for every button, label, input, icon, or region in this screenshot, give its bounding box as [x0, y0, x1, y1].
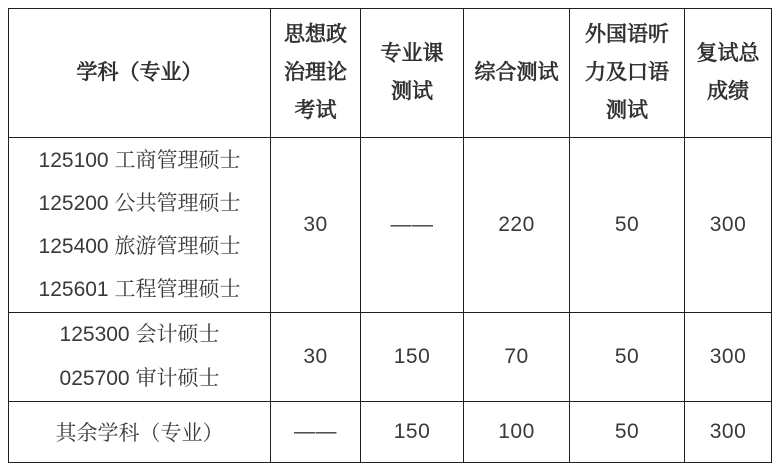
- subject-line: 025700 审计硕士: [59, 367, 220, 390]
- score-value: 70: [504, 345, 529, 368]
- score-cell: [570, 402, 685, 463]
- score-cell: [685, 313, 772, 402]
- header-line: 考试: [294, 99, 337, 122]
- score-cell: [271, 313, 361, 402]
- header-line: 测试: [391, 80, 433, 103]
- score-cell: [361, 138, 464, 313]
- header-line: 思想政: [284, 23, 347, 46]
- score-value: 150: [393, 345, 431, 368]
- header-line: 测试: [606, 99, 648, 122]
- header-line: 成绩: [707, 80, 749, 103]
- score-cell: [464, 402, 570, 463]
- score-value: 30: [303, 213, 328, 236]
- col-header-retest-total: [685, 9, 772, 138]
- score-value: ——: [390, 213, 434, 236]
- score-cell: [685, 138, 772, 313]
- score-value: 300: [709, 420, 747, 443]
- subject-line: 125400 旅游管理硕士: [38, 235, 241, 258]
- subject-line: 其余学科（专业）: [55, 422, 224, 445]
- subject-line: 125300 会计硕士: [59, 323, 220, 346]
- score-cell: [361, 402, 464, 463]
- subject-line: 125601 工程管理硕士: [38, 278, 241, 301]
- score-cell: [570, 138, 685, 313]
- table-row-accounting-audit-masters: [9, 313, 772, 402]
- subject-cell: [9, 138, 271, 313]
- header-line: 外国语听: [585, 23, 669, 46]
- score-cell: [361, 313, 464, 402]
- score-cell: [271, 138, 361, 313]
- score-cell: [271, 402, 361, 463]
- score-value: 100: [498, 420, 535, 443]
- table-row-other-subjects: [9, 402, 772, 463]
- subject-line: 125200 公共管理硕士: [38, 192, 241, 215]
- header-line: 综合测试: [474, 61, 559, 84]
- header-line: 治理论: [284, 61, 347, 84]
- col-header-subject: [9, 9, 271, 138]
- subject-cell: [9, 402, 271, 463]
- col-header-comprehensive: [464, 9, 570, 138]
- score-value: 300: [709, 213, 747, 236]
- score-value: ——: [294, 420, 337, 443]
- score-cell: [464, 313, 570, 402]
- header-line: 专业课: [380, 42, 444, 65]
- score-value: 150: [393, 420, 431, 443]
- subject-line: 125100 工商管理硕士: [38, 149, 241, 172]
- table-row-management-masters: [9, 138, 772, 313]
- score-table: [8, 8, 772, 463]
- header-line: 力及口语: [585, 61, 669, 84]
- header-row: [9, 9, 772, 138]
- score-cell: [464, 138, 570, 313]
- header-line: 复试总: [696, 42, 760, 65]
- score-value: 50: [614, 213, 640, 236]
- score-value: 50: [614, 345, 640, 368]
- col-header-politics-exam: [271, 9, 361, 138]
- subject-cell: [9, 313, 271, 402]
- score-value: 220: [498, 213, 535, 236]
- col-header-foreign-language: [570, 9, 685, 138]
- header-line: 学科（专业）: [76, 61, 203, 84]
- score-value: 300: [709, 345, 747, 368]
- score-value: 50: [614, 420, 640, 443]
- score-value: 30: [303, 345, 328, 368]
- score-cell: [570, 313, 685, 402]
- score-cell: [685, 402, 772, 463]
- col-header-major-course: [361, 9, 464, 138]
